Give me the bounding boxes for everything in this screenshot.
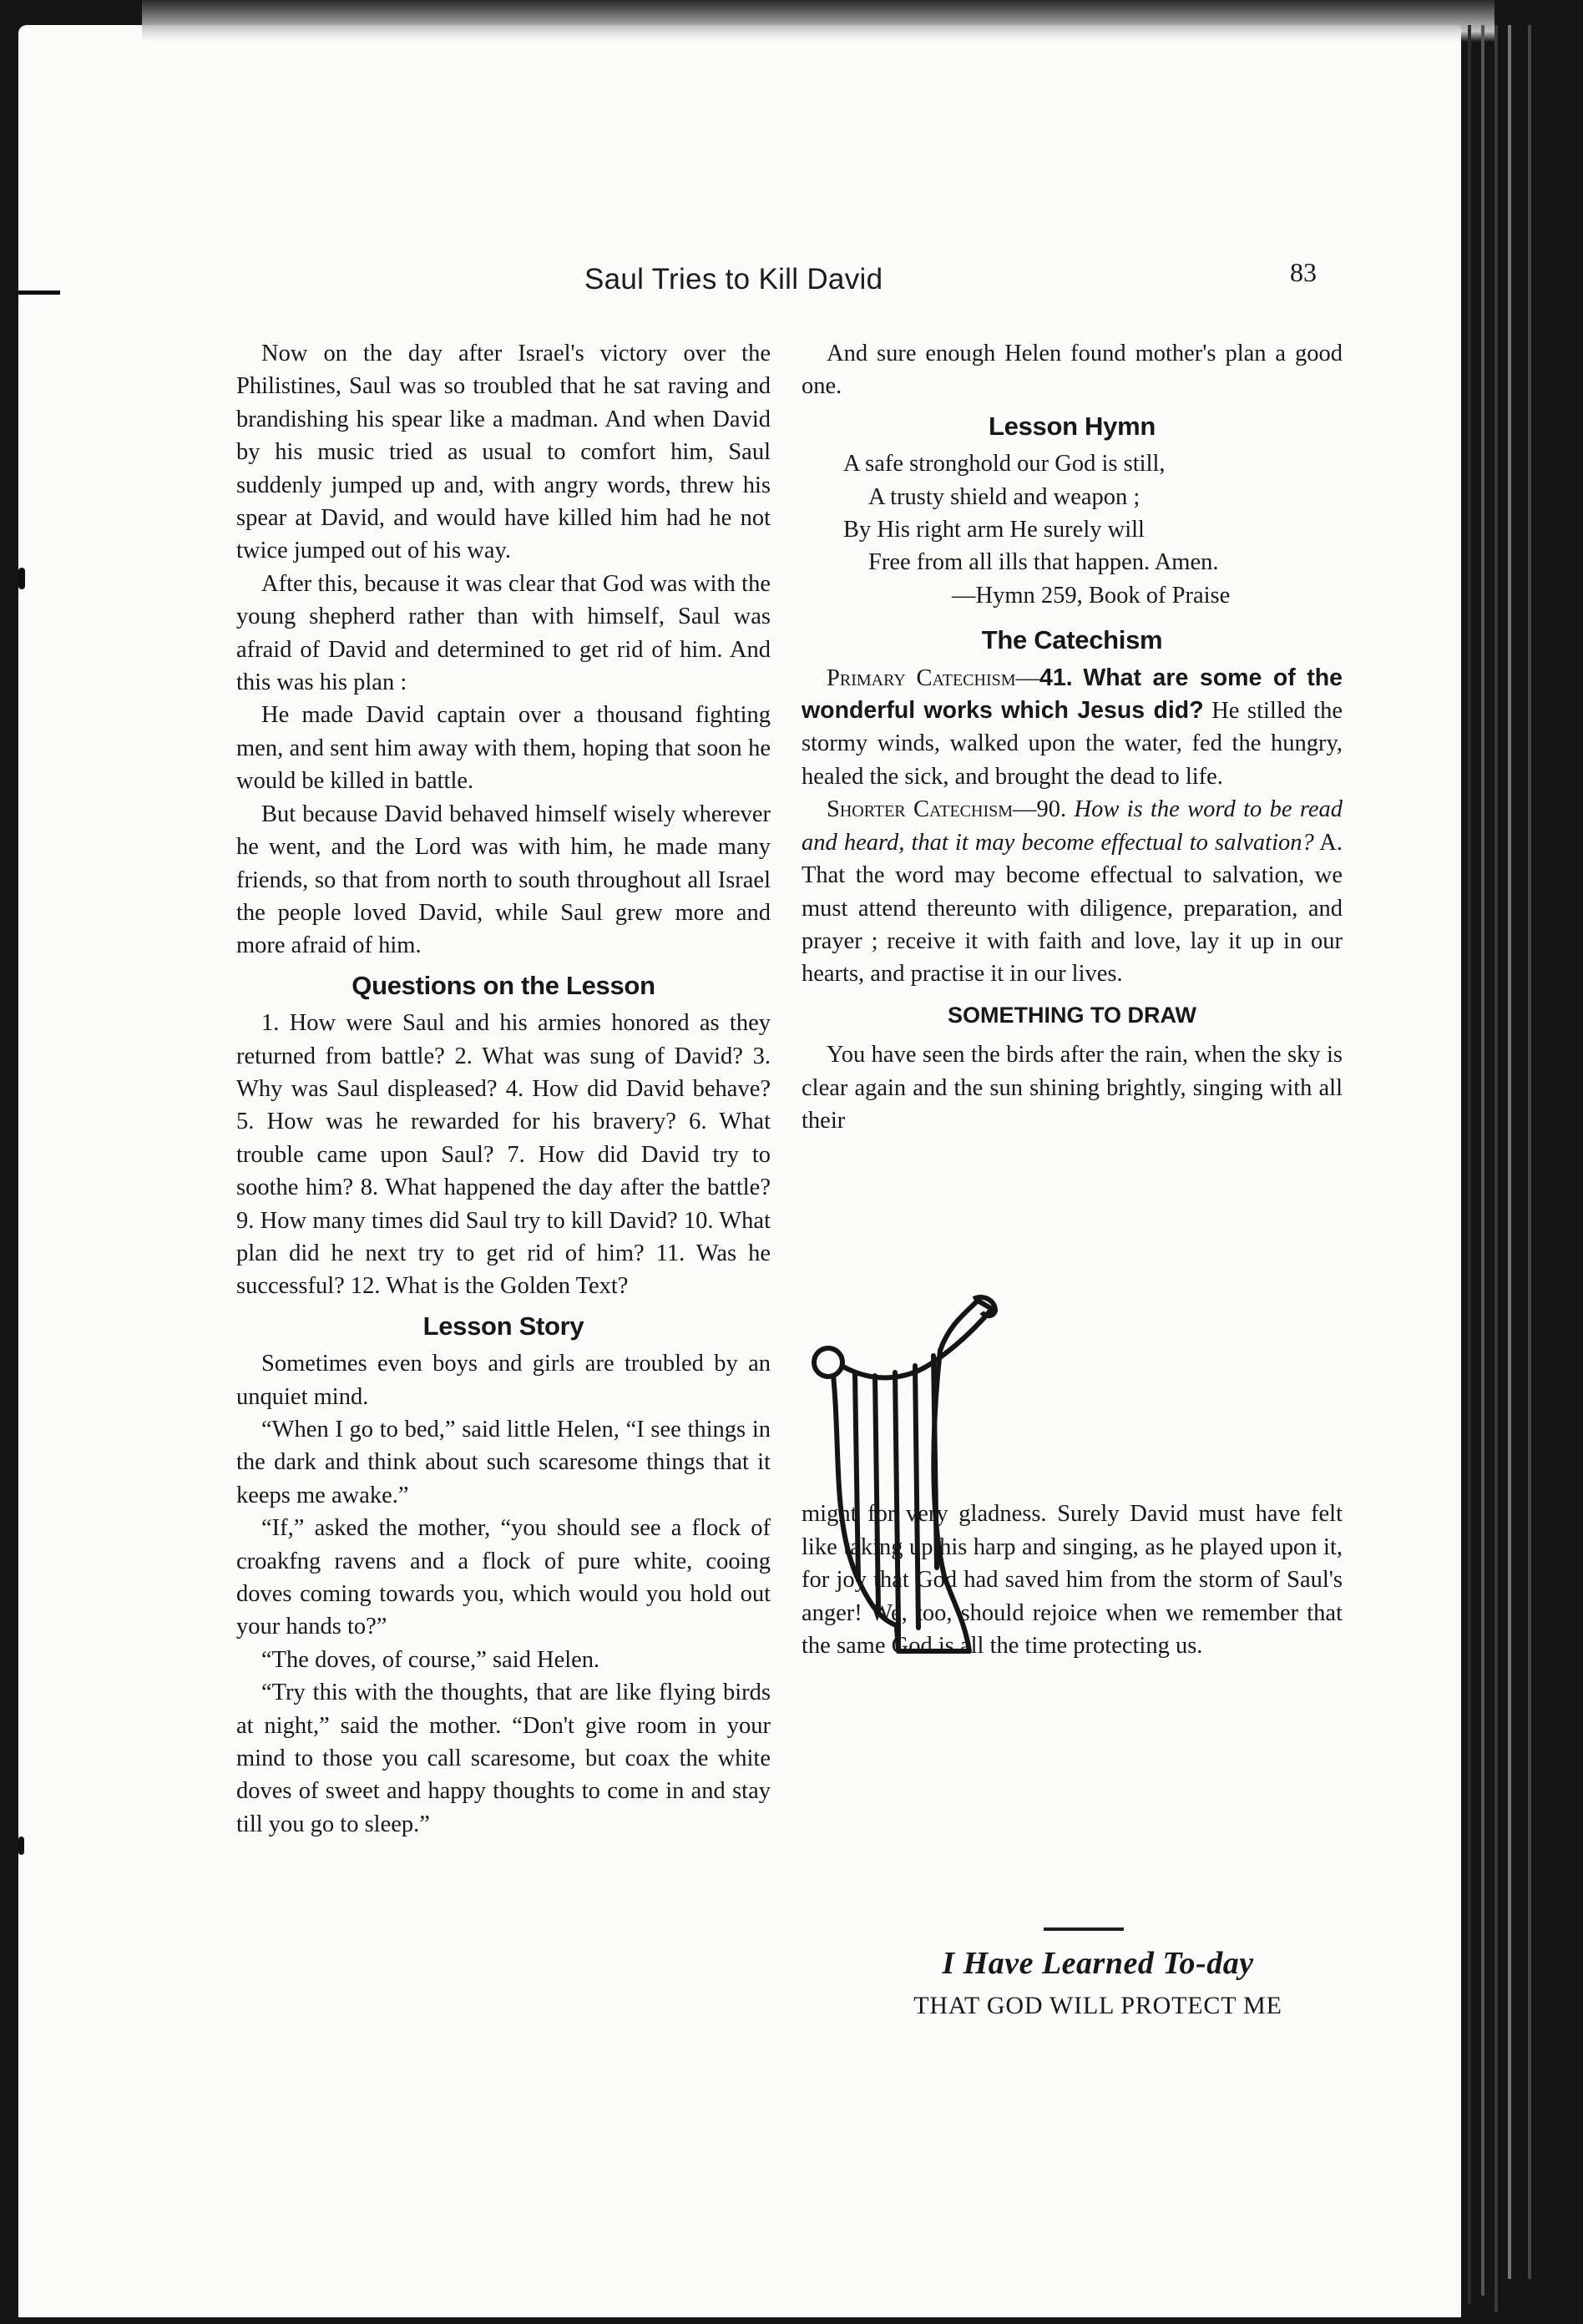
story-heading: Lesson Story [422, 1311, 584, 1341]
primary-catechism [802, 662, 1343, 794]
hymn-source: —Hymn 259, Book of Praise [952, 582, 1231, 609]
draw-heading: SOMETHING TO DRAW [947, 1002, 1196, 1028]
primary-catechism-number: 41. [1039, 664, 1073, 691]
page-edge [1481, 25, 1484, 2296]
draw-text-continued: might for very gladness. Surely David must have felt like taking up his harp and singing, as he played upon it, for joy that God had saved him from the storm of Saul's anger! We, too, should rejoice when we remember that the same God is all the time protecting us. [802, 1501, 1343, 1659]
binding-mark [18, 290, 60, 295]
story-paragraph: “The doves, of course,” said Helen. [261, 1646, 600, 1673]
shorter-catechism-answer: A. That the word may become effectual to salvation, we must attend thereunto with diligence, preparation, and prayer ; receive it with faith and love, lay it up in our hearts, and practise it in our lives. [802, 829, 1343, 988]
story-paragraph: “If,” asked the mother, “you should see a flock of croakfng ravens and a flock of pure white, cooing doves coming towards you, which would you hold out your hands to?” [236, 1515, 771, 1640]
draw-text: You have seen the birds after the rain, when the sky is clear again and the sun shining brightly, singing with all their [802, 1042, 1343, 1134]
page-number: 83 [1290, 257, 1317, 287]
catechism-heading: The Catechism [981, 625, 1163, 655]
primary-catechism-answer: He stilled the stormy winds, walked upon the water, fed the hungry, healed the sick, and brought the dead to life. [802, 698, 1343, 790]
paragraph: Now on the day after Israel's victory over the Philistines, Saul was so troubled that he sat raving and brandishing his spear like a madman. And when David by his music tried as usual to comfort him, Saul suddenly jumped up and, with angry words, threw his spear at David, and would have killed him had he not twice jumped out of his way. [236, 341, 771, 564]
paragraph: He made David captain over a thousand fighting men, and sent him away with them, hoping that soon he would be killed in battle. [236, 702, 771, 795]
binding-mark [18, 1836, 24, 1855]
page-edge [1494, 25, 1498, 2312]
page-edge [1528, 25, 1531, 2279]
learned-title: I Have Learned To-day [942, 1946, 1254, 1981]
shorter-catechism-question: How is the word to be read and heard, that it may become effectual to salvation? [802, 796, 1343, 856]
harp-icon [807, 1292, 1024, 1660]
page-edge [1508, 25, 1511, 2279]
binding-mark [18, 568, 25, 589]
hymn-line: A safe stronghold our God is still, [843, 451, 1166, 477]
page-top-shadow [142, 0, 1494, 42]
divider-rule [1044, 1927, 1124, 1931]
story-paragraph: Sometimes even boys and girls are troubled by an unquiet mind. [236, 1351, 771, 1410]
paragraph: After this, because it was clear that God was with the young shepherd rather than with himself, Saul was afraid of David and determined to get rid of him. And this was his plan : [236, 570, 771, 696]
questions-heading: Questions on the Lesson [351, 970, 655, 1000]
learned-text: THAT GOD WILL PROTECT ME [913, 1992, 1282, 2019]
running-title: Saul Tries to Kill David [584, 263, 883, 296]
left-column [236, 337, 771, 1841]
shorter-catechism [802, 793, 1343, 990]
primary-catechism-question: What are some of the wonderful works which Jesus did? [802, 664, 1343, 725]
questions-text: 1. How were Saul and his armies honored as they returned from battle? 2. What was sung of David? 3. Why was Saul displeased? 4. How did David behave? 5. How was he rewarded for his bravery? 6. What trouble came upon Saul? 7. How did David try to soothe him? 8. What happened the day after the battle? 9. How many times did Saul try to kill David? 10. What plan did he next try to get rid of him? 11. Was he successful? 12. What is the Golden Text? [236, 1010, 771, 1300]
hymn-line: By His right arm He surely will [843, 517, 1145, 543]
primary-catechism-label: Primary Catechism— [827, 664, 1040, 691]
story-paragraph: “Try this with the thoughts, that are like flying birds at night,” said the mother. “Don't give room in your mind to those you call scaresome, but coax the white doves of sweet and happy thoughts to come in and stay till you go to sleep.” [236, 1680, 771, 1837]
hymn-line: A trusty shield and weapon ; [868, 483, 1140, 510]
story-ending: And sure enough Helen found mother's plan a good one. [802, 341, 1343, 400]
paragraph: But because David behaved himself wisely wherever he went, and the Lord was with him, he made many friends, so that from north to south throughout all Israel the people loved David, while Saul grew more and more afraid of him. [236, 801, 771, 959]
page-edge [1468, 25, 1471, 2304]
hymn-verse [802, 447, 1343, 612]
story-paragraph: “When I go to bed,” said little Helen, “I see things in the dark and think about such scaresome things that it keeps me awake.” [236, 1417, 771, 1508]
hymn-heading: Lesson Hymn [989, 411, 1156, 441]
shorter-catechism-label: Shorter Catechism—90. [827, 796, 1067, 823]
hymn-line: Free from all ills that happen. Amen. [868, 549, 1219, 576]
